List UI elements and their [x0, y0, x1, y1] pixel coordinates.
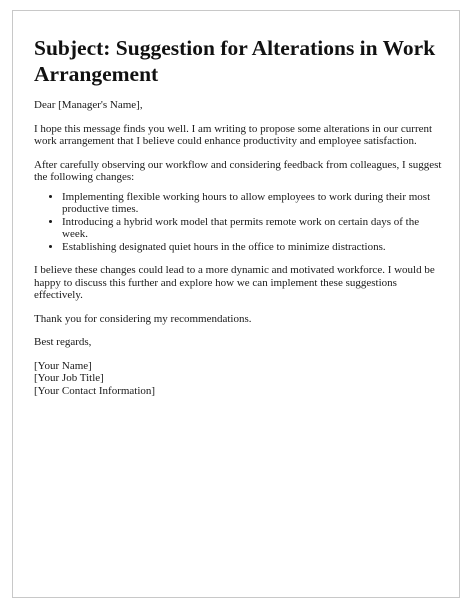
thanks-paragraph: Thank you for considering my recommendations. [34, 312, 252, 325]
subject-heading: Subject: Suggestion for Alterations in Work Arrangement [34, 36, 436, 86]
list-item: • Introducing a hybrid work model that permits remote work on certain days of the week. [62, 216, 442, 241]
signature-contact: [Your Contact Information] [34, 384, 156, 397]
changes-list [34, 191, 442, 254]
letter-page [12, 10, 460, 598]
benefit-paragraph: I believe these changes could lead to a more dynamic and motivated workforce. I would be happy to discuss this further and explore how we can implement these suggestions effectively. [34, 264, 435, 301]
salutation: Dear [Manager's Name], [34, 99, 143, 111]
changes-intro-paragraph: After carefully observing our workflow and considering feedback from colleagues, I suggest the following changes: [34, 158, 442, 183]
signature-title: [Your Job Title] [34, 372, 104, 384]
signature-block [34, 360, 442, 398]
intro-paragraph: I hope this message finds you well. I am writing to propose some alterations in our current work arrangement that I believe could enhance productivity and employee satisfaction. [34, 122, 433, 147]
signature-name: [Your Name] [34, 359, 92, 372]
list-item: • Establishing designated quiet hours in the office to minimize distractions. [62, 241, 442, 254]
signoff: Best regards, [34, 336, 92, 348]
list-item: • Implementing flexible working hours to allow employees to work during their most productive times. [62, 191, 442, 216]
letter-body [34, 35, 442, 397]
